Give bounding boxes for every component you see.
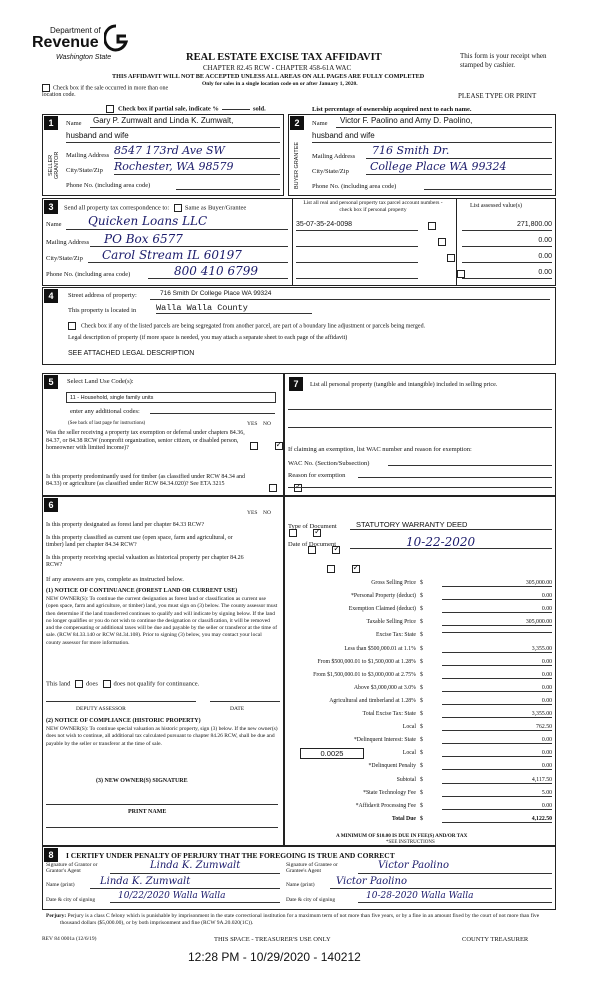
tax-row: From $500,000.01 to $1,500,000 at 1.28% $ 0.00 [317, 658, 552, 665]
tax-row: *Delinquent Interest: State $ 0.00 [353, 737, 552, 744]
personal-property-checkbox[interactable] [438, 238, 446, 246]
section-8-number: 8 [44, 848, 58, 862]
s6-question-current-use: Is this property classified as current use (open space, farm and agricultural, or timber) land per chapter 84.34 RCW? [46, 535, 233, 548]
see-instructions: *SEE INSTRUCTIONS [386, 840, 435, 845]
form-notice: THIS AFFIDAVIT WILL NOT BE ACCEPTED UNLESS ALL AREAS ON ALL PAGES ARE FULLY COMPLETED [112, 73, 425, 80]
deputy-assessor-label: DEPUTY ASSESSOR [76, 706, 126, 712]
land-does-checkbox[interactable] [75, 680, 83, 688]
county-field[interactable]: Walla Walla County [156, 303, 312, 314]
s6-no-header: NO [263, 510, 271, 516]
located-label: This property is located in [68, 307, 137, 314]
additional-codes-label: enter any additional codes: [70, 408, 140, 415]
legal-note: Legal description of property (if more space is needed, you may attach a separate sheet to each page of the affidavit) [68, 335, 348, 341]
section-5-number: 5 [44, 375, 58, 389]
form-title: REAL ESTATE EXCISE TAX AFFIDAVIT [186, 52, 382, 63]
tax-row: Gross Selling Price $ 305,000.00 [371, 580, 552, 586]
deputy-assessor-line[interactable] [46, 700, 196, 702]
tax-value-field[interactable]: 0.00 [442, 698, 552, 705]
tax-row: Local $ 0.00 [402, 750, 552, 757]
s5-q1-yes[interactable] [250, 442, 258, 450]
s6-yes-header: YES [247, 510, 258, 516]
tax-value-field[interactable]: 5.00 [442, 790, 552, 797]
tax-row: Less than $500,000.01 at 1.1% $ 3,355.00 [344, 645, 552, 652]
tax-value-field[interactable] [442, 632, 552, 633]
personal-property-checkbox[interactable] [447, 254, 455, 262]
corr-city-field[interactable]: Carol Stream IL 60197 [88, 248, 288, 263]
tax-value-field[interactable]: 0.00 [442, 763, 552, 770]
forest-land-section [42, 496, 284, 846]
section-7-number: 7 [289, 377, 303, 391]
segregated-checkbox[interactable] [68, 322, 76, 330]
partial-sale: Check box if partial sale, indicate % sold. [106, 105, 266, 113]
s6-q3-yes[interactable] [327, 565, 335, 573]
tax-value-field[interactable]: 0.00 [442, 737, 552, 744]
land-use-label: Select Land Use Code(s): [67, 378, 134, 385]
tax-row: *Delinquent Penalty $ 0.00 [368, 763, 552, 770]
notice-continuance-text: NEW OWNER(S): To continue the current designation as forest land or classification as current use (open space, farm and agriculture, or timber) land, you must sign on (3) below. The county assessor must then determine if the land transferred continues to qualify and will indicate by signing below. If the land no longer qualifies or you do not wish to continue the designation or classification, it will be removed and the compensating or additional taxes will be due and payable by the seller or transferor at the time of sale. (RCW 84.33.140 or RCW 84.34.108). Prior to signing (3) below, you may contact your local county assessor for more information. [46, 596, 278, 646]
local-rate-box[interactable]: 0.0025 [300, 748, 364, 759]
tax-row: From $1,500,000.01 to $3,000,000 at 2.75% $ 0.00 [313, 671, 552, 678]
form-notice2: Only for sales in a single location code on or after January 1, 2020. [202, 81, 358, 87]
send-correspondence: Send all property tax correspondence to: Same as Buyer/Grantee [64, 204, 247, 212]
assessed-value-field[interactable]: 0.00 [462, 237, 552, 247]
land-does-not-checkbox[interactable] [103, 680, 111, 688]
exemption-reason-label: Reason for exemption [288, 472, 346, 479]
perjury-note: Perjury: Perjury is a class C felony which is punishable by imprisonment in the state correctional institution for a maximum term of not more than five years, or by a fine in an amount fixed by the court of not more than five thousand dollars ($5,000.00), or by both imprisonment and fine (RCW 9A.20.020(1C)). [46, 913, 540, 926]
corr-name-field[interactable]: Quicken Loans LLC [66, 214, 288, 230]
assessed-value-field[interactable]: 0.00 [462, 253, 552, 263]
seller-addr-label: Mailing Address [66, 152, 110, 159]
wac-claim-note: If claiming an exemption, list WAC number and reason for exemption: [288, 446, 472, 453]
section-2-number: 2 [290, 116, 304, 130]
seller-addr-field[interactable]: 8547 173rd Ave SW [114, 144, 280, 159]
tax-value-field[interactable]: 0.00 [442, 803, 552, 810]
tax-row: Subtotal $ 4,117.50 [396, 776, 552, 783]
s5-question-timber: Is this property predominantly used for timber (as classified under RCW 84.34 and 84.33) or agriculture (as classified under RCW 84.34.020)? See ETA 3215 [46, 474, 246, 487]
buyer-name-field[interactable]: Victor F. Paolino and Amy D. Paolino, [336, 116, 552, 128]
s6-if-yes: If any answers are yes, complete as instructed below. [46, 576, 184, 583]
form-chapter: CHAPTER 82.45 RCW - CHAPTER 458-61A WAC [203, 64, 352, 72]
buyer-name-line2[interactable]: husband and wife [312, 131, 552, 143]
exemption-reason-field[interactable] [358, 470, 552, 478]
print-note: PLEASE TYPE OR PRINT [458, 92, 537, 100]
tax-row: Agricultural and timberland at 1.28% $ 0.00 [329, 697, 552, 704]
notice-compliance-text: NEW OWNER(S): To continue special valuation as historic property, sign (3) below. If the new owner(s) does not wish to continue, all additional tax calculated pursuant to chapter 84.26 RCW, shall be due and payable by the seller or transferor at the time of sale. [46, 726, 278, 747]
s6-question-historic: Is this property receiving special valuation as historical property per chapter 84.26 RCW? [46, 555, 244, 568]
assessor-date-label: DATE [230, 706, 245, 712]
doc-type-label: Type of Document [288, 523, 337, 530]
tax-value-field[interactable]: 0.00 [442, 672, 552, 679]
grantee-date-label: Date & city of signing [286, 897, 336, 903]
parcel-number-field[interactable] [296, 253, 418, 263]
personal-property-note: List all personal property (tangible and intangible) included in selling price. [310, 381, 498, 388]
seller-phone-label: Phone No. (including area code) [66, 182, 151, 189]
s6-q1-no[interactable] [313, 529, 321, 537]
additional-codes-field[interactable] [150, 406, 275, 414]
tax-value-field[interactable]: 0.00 [442, 593, 552, 600]
buyer-city-field[interactable]: College Place WA 99324 [366, 160, 552, 175]
s5-question-exemption: Was the seller receiving a property tax exemption or deferral under chapters 84.36, 84.37, or 84.38 RCW (nonprofit organization, senior citizen, or disabled person, homeowner with limited income)? [46, 430, 245, 451]
tax-row: Exemption Claimed (deduct) $ 0.00 [348, 606, 552, 613]
buyer-phone-field[interactable] [424, 178, 552, 190]
seller-side-label: SELLER GRANTOR [48, 151, 60, 179]
parcel-header: List all real and personal property tax parcel account numbers - check box if personal property [303, 200, 443, 213]
grantee-name-label: Name (print) [286, 882, 315, 888]
exemption-reason-line2[interactable] [288, 484, 552, 488]
assessed-value-field[interactable]: 0.00 [462, 269, 552, 279]
grantor-signature[interactable]: Linda K. Zumwalt [110, 860, 280, 874]
dept-line1: Department of [50, 26, 101, 35]
same-as-buyer-checkbox[interactable] [174, 204, 182, 212]
s5-no-header: NO [263, 421, 271, 427]
dor-logo [30, 22, 130, 66]
parcel-number-field[interactable] [296, 269, 418, 279]
seller-city-field[interactable]: Rochester, WA 98579 [114, 160, 280, 175]
print-name-line[interactable] [46, 826, 278, 828]
county-treasurer: COUNTY TREASURER [462, 936, 529, 943]
seller-city-label: City/State/Zip [66, 167, 103, 174]
personal-property-line2[interactable] [288, 426, 552, 428]
land-use-select[interactable]: 11 - Household, single family units [66, 392, 276, 403]
tax-row: *State Technology Fee $ 5.00 [363, 789, 552, 796]
tax-value-field[interactable]: 0.00 [442, 659, 552, 666]
doc-date-label: Date of Document [288, 541, 337, 548]
buyer-name-label: Name [312, 120, 328, 127]
tax-row: Local $ 762.50 [402, 724, 552, 731]
section-4-number: 4 [44, 289, 58, 303]
tax-row: Total Excise Tax: State $ 3,355.00 [362, 711, 552, 717]
parcel-number-field[interactable]: 35-07-35-24-0098 [296, 221, 418, 231]
dept-line2: Revenue [32, 34, 99, 51]
form-revision: REV 84 0001a (12/6/19) [42, 936, 97, 942]
assessed-value-field[interactable]: 271,800.00 [462, 221, 552, 231]
cashier-stamp: 12:28 PM - 10/29/2020 - 140212 [188, 950, 361, 964]
dor-logo-icon [104, 24, 128, 52]
tax-row: Taxable Selling Price $ 305,000.00 [366, 619, 552, 626]
tax-value-field[interactable]: 0.00 [442, 606, 552, 613]
multi-location-checkbox[interactable] [42, 84, 50, 92]
legal-description: SEE ATTACHED LEGAL DESCRIPTION [68, 350, 195, 357]
minimum-note: A MINIMUM OF $10.00 IS DUE IN FEE(S) AND/OR TAX [336, 833, 468, 839]
tax-row: Above $3,000,000 at 3.0% $ 0.00 [353, 684, 552, 691]
seller-name-label: Name [66, 120, 82, 127]
tax-value-field[interactable]: 4,122.50 [442, 816, 552, 823]
certify-statement: I CERTIFY UNDER PENALTY OF PERJURY THAT THE FOREGOING IS TRUE AND CORRECT [66, 851, 395, 860]
grantee-name[interactable]: Victor Paolino [330, 876, 552, 889]
tax-value-field[interactable]: 4,117.50 [442, 777, 552, 784]
notice-continuance-title: (1) NOTICE OF CONTINUANCE (FOREST LAND OR CURRENT USE) [46, 588, 238, 594]
tax-row: Excise Tax: State $ [284, 632, 556, 643]
street-field[interactable]: 716 Smith Dr College Place WA 99324 [150, 290, 550, 300]
section-3-number: 3 [44, 200, 58, 214]
buyer-side-label: BUYER GRANTEE [294, 141, 300, 189]
corr-name-label: Name [46, 221, 62, 228]
street-label: Street address of property: [68, 292, 137, 299]
tax-row: Total Due $ 4,122.50 [391, 815, 552, 822]
s5-q1-no[interactable] [275, 442, 283, 450]
buyer-addr-field[interactable]: 716 Smith Dr. [366, 144, 552, 159]
tax-row: *Affidavit Processing Fee $ 0.00 [355, 802, 552, 809]
tax-value-field[interactable]: 0.00 [442, 750, 552, 757]
s5-yes-header: YES [247, 421, 258, 427]
buyer-phone-label: Phone No. (including area code) [312, 183, 397, 190]
tax-value-field[interactable]: 305,000.00 [442, 619, 552, 626]
personal-property-line1[interactable] [288, 408, 552, 410]
this-land: This land does does not qualify for continuance. [46, 680, 200, 688]
grantor-date-label: Date & city of signing [46, 897, 96, 903]
ownership-note: List percentage of ownership acquired next to each name. [312, 106, 472, 113]
new-owner-signature-label: (3) NEW OWNER(S) SIGNATURE [96, 778, 188, 784]
multi-location: Check box if the sale occurred in more than one location code. [42, 85, 169, 99]
seller-phone-field[interactable] [176, 178, 280, 190]
grantee-date[interactable]: 10-28-2020 Walla Walla [358, 891, 552, 903]
partial-sale-checkbox[interactable] [106, 105, 114, 113]
wac-number-field[interactable] [388, 458, 552, 466]
tax-value-field[interactable]: 3,355.00 [442, 646, 552, 653]
corr-phone-label: Phone No. (including area code) [46, 271, 131, 278]
seller-name-line2[interactable]: husband and wife [66, 131, 280, 143]
segregated-note: Check box if any of the listed parcels are being segregated from another parcel, are part of a boundary line adjustment or parcels being merged. [68, 322, 425, 330]
grantor-date[interactable]: 10/22/2020 Walla Walla [110, 891, 280, 903]
buyer-city-label: City/State/Zip [312, 168, 349, 175]
grantor-name-label: Name (print) [46, 882, 75, 888]
s6-q3-no[interactable] [352, 565, 360, 573]
personal-property-checkbox[interactable] [428, 222, 436, 230]
print-name-label: PRINT NAME [128, 809, 167, 815]
corr-city-label: City/State/Zip [46, 255, 83, 262]
section-1-number: 1 [44, 116, 58, 130]
corr-phone-field[interactable]: 800 410 6799 [148, 264, 288, 279]
assessor-date-line[interactable] [210, 700, 280, 702]
grantee-sig-label: Signature of Grantee or Grantee's Agent [286, 862, 338, 874]
treasurer-space: THIS SPACE - TREASURER'S USE ONLY [214, 936, 331, 943]
tax-value-field[interactable]: 762.50 [442, 724, 552, 731]
s6-question-forest: Is this property designated as forest land per chapter 84.33 RCW? [46, 522, 205, 528]
doc-date-field[interactable]: 10-22-2020 [350, 535, 552, 549]
corr-addr-label: Mailing Address [46, 239, 90, 246]
instructions-note: (See back of last page for instructions) [68, 421, 146, 426]
grantor-sig-label: Signature of Grantor or Grantor's Agent [46, 862, 98, 874]
tax-row: *Personal Property (deduct) $ 0.00 [350, 593, 552, 600]
s6-q1-yes[interactable] [289, 529, 297, 537]
section-6-number: 6 [44, 498, 58, 512]
assessed-header: List assessed value(s) [470, 203, 522, 209]
corr-addr-field[interactable]: PO Box 6577 [90, 232, 288, 247]
grantor-name[interactable]: Linda K. Zumwalt [90, 876, 280, 889]
tax-value-field[interactable]: 3,355.00 [442, 711, 552, 718]
receipt-note: This form is your receipt when stamped by cashier. [460, 52, 547, 69]
grantee-signature[interactable]: Victor Paolino [358, 860, 552, 874]
tax-value-field[interactable]: 0.00 [442, 685, 552, 692]
tax-value-field[interactable]: 305,000.00 [442, 580, 552, 587]
buyer-addr-label: Mailing Address [312, 153, 356, 160]
parcel-number-field[interactable] [296, 237, 418, 247]
wac-number-label: WAC No. (Section/Subsection) [288, 460, 370, 467]
dept-line3: Washington State [56, 54, 112, 61]
s5-q2-yes[interactable] [269, 484, 277, 492]
doc-type-field[interactable]: STATUTORY WARRANTY DEED [350, 520, 552, 530]
notice-compliance-title: (2) NOTICE OF COMPLIANCE (HISTORIC PROPERTY) [46, 718, 201, 724]
seller-name-field[interactable]: Gary P. Zumwalt and Linda K. Zumwalt, [90, 116, 280, 128]
new-owner-signature-line[interactable] [46, 803, 278, 805]
